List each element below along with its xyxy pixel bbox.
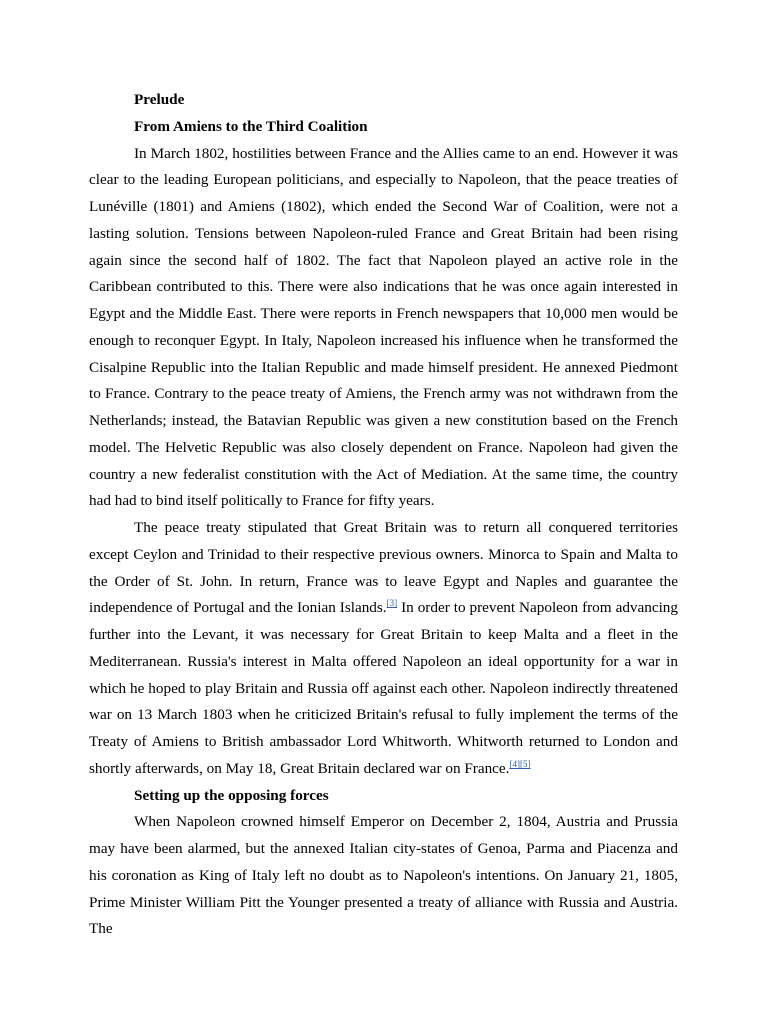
paragraph-1: In March 1802, hostilities between France and the Allies came to an end. However it was clear to the leading European politicians, and especially to Napoleon, that the peace treaties of Lunéville (1801) and Amiens (1802), which ended the Second War of Coalition, were not a lasting solution. Tensions between Napoleon-ruled France and Great Britain had been rising again since the second half of 1802. The fact that Napoleon played an active role in the Caribbean contributed to this. There were also indications that he was once again interested in Egypt and the Middle East. There were reports in French newspapers that 10,000 men would be enough to reconquer Egypt. In Italy, Napoleon increased his influence when he transformed the Cisalpine Republic into the Italian Republic and made himself president. He annexed Piedmont to France. Contrary to the peace treaty of Amiens, the French army was not withdrawn from the Netherlands; instead, the Batavian Republic was given a new constitution based on the French model. The Helvetic Republic was also closely dependent on France. Napoleon had given the country a new federalist constitution with the Act of Mediation. At the same time, the country had had to bind itself politically to France for fifty years. <box>89 144 678 510</box>
footnote-link-4[interactable]: [4] <box>509 758 520 769</box>
document-page <box>89 87 678 943</box>
heading-prelude: Prelude <box>134 91 185 108</box>
heading-amiens-to-third-coalition: From Amiens to the Third Coalition <box>134 117 368 135</box>
paragraph-2-text-b: In order to prevent Napoleon from advancing further into the Levant, it was necessary for Great Britain to keep Malta and a fleet in the Mediterranean. Russia's interest in Malta offered Napoleon an ideal opportunity for a war in which he hoped to play Britain and Russia off against each other. Napoleon indirectly threatened war on 13 March 1803 when he criticized Britain's refusal to fully implement the terms of the Treaty of Amiens to British ambassador Lord Whitworth. Whitworth returned to London and shortly afterwards, on May 18, Great Britain declared war on France. <box>89 599 678 777</box>
footnote-link-5[interactable]: [5] <box>519 758 531 769</box>
footnote-link-3[interactable]: [3] <box>386 598 398 609</box>
heading-opposing-forces: Setting up the opposing forces <box>134 786 329 804</box>
paragraph-3: When Napoleon crowned himself Emperor on December 2, 1804, Austria and Prussia may have been alarmed, but the annexed Italian city-states of Genoa, Parma and Piacenza and his coronation as King of Italy left no doubt as to Napoleon's intentions. On January 21, 1805, Prime Minister William Pitt the Younger presented a treaty of alliance with Russia and Austria. The <box>89 813 678 938</box>
paragraph-2 <box>89 515 678 783</box>
paragraph-2-text-a: The peace treaty stipulated that Great Britain was to return all conquered territories except Ceylon and Trinidad to their respective previous owners. Minorca to Spain and Malta to the Order of St. John. In return, France was to leave Egypt and Naples and guarantee the independence of Portugal and the Ionian Islands. <box>89 519 678 617</box>
